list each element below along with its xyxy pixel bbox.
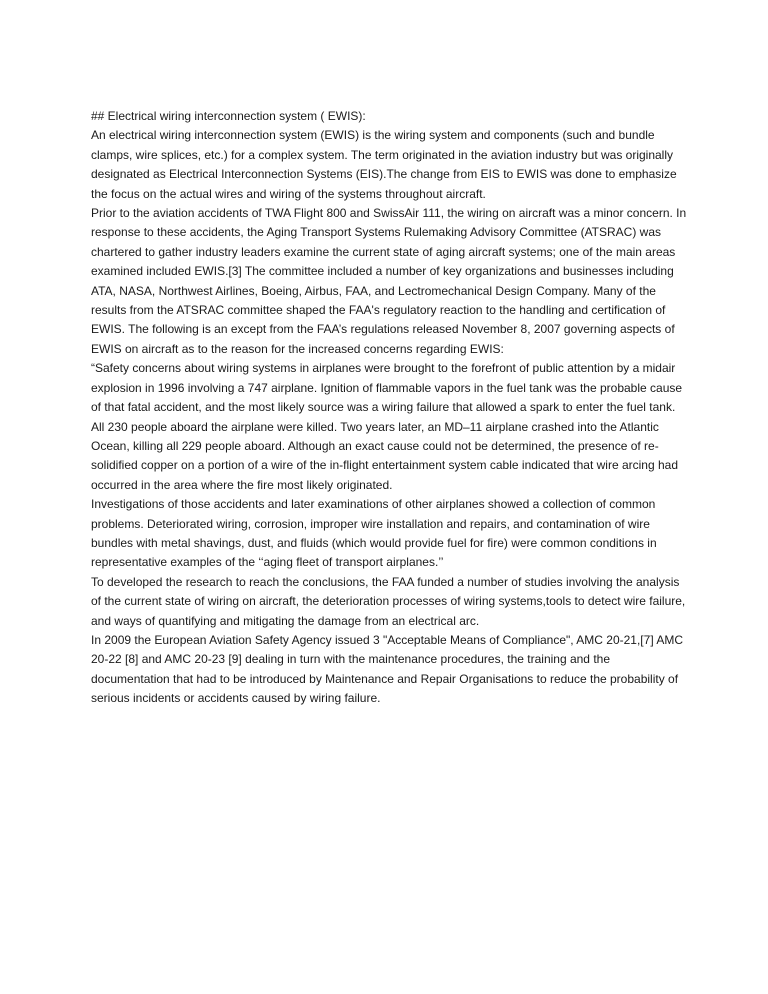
document-page bbox=[91, 107, 691, 709]
paragraph-faa-quote: “Safety concerns about wiring systems in airplanes were brought to the forefront of public attention by a midair explosion in 1996 involving a 747 airplane. Ignition of flammable vapors in the fuel tank was the probable cause of that fatal accident, and the most likely source was a wiring failure that allowed a spark to enter the fuel tank. All 230 people aboard the airplane were killed. Two years later, an MD–11 airplane crashed into the Atlantic Ocean, killing all 229 people aboard. Although an exact cause could not be determined, the presence of re-solidified copper on a portion of a wire of the in-flight entertainment system cable indicated that wire arcing had occurred in the area where the fire most likely originated. bbox=[91, 361, 683, 492]
paragraph-faa-research: To developed the research to reach the conclusions, the FAA funded a number of studies involving the analysis of the current state of wiring on aircraft, the deterioration processes of wiring systems,tools to detect wire failure, and ways of quantifying and mitigating the damage from an electrical arc. bbox=[91, 574, 686, 628]
document-heading: ## Electrical wiring interconnection system ( EWIS): bbox=[91, 109, 366, 123]
paragraph-investigations: Investigations of those accidents and later examinations of other airplanes showed a collection of common problems. Deteriorated wiring, corrosion, improper wire installation and repairs, and contamination of wire bundles with metal shavings, dust, and fluids (which would provide fuel for fire) were common conditions in representative examples of the ‘‘aging fleet of transport airplanes.’’ bbox=[91, 497, 657, 570]
paragraph-atsrac-history: Prior to the aviation accidents of TWA Flight 800 and SwissAir 111, the wiring on aircraft was a minor concern. In response to these accidents, the Aging Transport Systems Rulemaking Advisory Committee (ATSRAC) was chartered to gather industry leaders examine the current state of aging aircraft systems; one of the main areas examined included EWIS.[3] The committee included a number of key organizations and businesses including ATA, NASA, Northwest Airlines, Boeing, Airbus, FAA, and Lectromechanical Design Company. Many of the results from the ATSRAC committee shaped the FAA's regulatory reaction to the handling and certification of EWIS. The following is an except from the FAA’s regulations released November 8, 2007 governing aspects of EWIS on aircraft as to the reason for the increased concerns regarding EWIS: bbox=[91, 206, 687, 356]
paragraph-ewis-definition: An electrical wiring interconnection system (EWIS) is the wiring system and components (such and bundle clamps, wire splices, etc.) for a complex system. The term originated in the aviation industry but was originally designated as Electrical Interconnection Systems (EIS).The change from EIS to EWIS was done to emphasize the focus on the actual wires and wiring of the systems throughout aircraft. bbox=[91, 128, 677, 201]
paragraph-easa-amc: In 2009 the European Aviation Safety Agency issued 3 "Acceptable Means of Compliance", AMC 20-21,[7] AMC 20-22 [8] and AMC 20-23 [9] dealing in turn with the maintenance procedures, the training and the documentation that had to be introduced by Maintenance and Repair Organisations to reduce the probability of serious incidents or accidents caused by wiring failure. bbox=[91, 632, 683, 706]
